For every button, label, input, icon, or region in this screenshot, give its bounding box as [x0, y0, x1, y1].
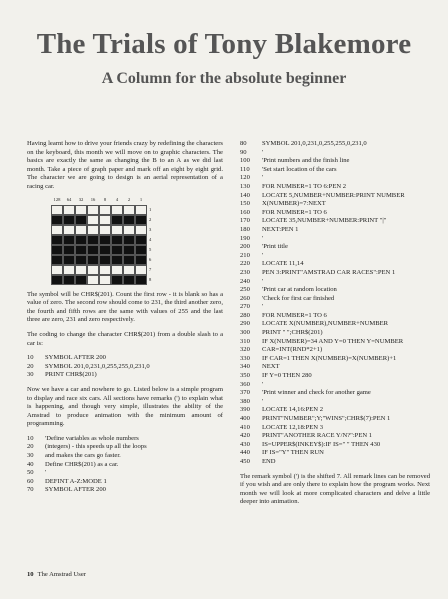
- grid-cell-empty: [51, 225, 63, 235]
- code-text: IF CAR=1 THEN X(NUMBER)=X(NUMBER)+1: [262, 354, 397, 362]
- page-subtitle: A Column for the absolute beginner: [101, 70, 347, 87]
- code-text: SYMBOL 201,0,231,0,255,255,0,231,0: [262, 140, 367, 147]
- line-number: 170: [240, 217, 250, 225]
- code-text: LOCATE 12,18:PEN 3: [262, 423, 323, 431]
- code-line: [240, 415, 430, 424]
- grid-cell-filled: [63, 275, 75, 285]
- code-text: 'Print numbers and the finish line: [262, 157, 350, 165]
- line-number: 290: [240, 320, 250, 328]
- line-number: 130: [240, 182, 250, 190]
- line-number: 340: [240, 363, 250, 371]
- grid-cell-filled: [51, 235, 63, 245]
- grid-cell-filled: [63, 215, 75, 225]
- line-number: 360: [240, 380, 250, 388]
- code-line: [27, 478, 223, 487]
- grid-cell-filled: [75, 255, 87, 265]
- code-text: PRINT CHR$(201): [45, 371, 97, 379]
- code-text: IF Y=0 THEN 280: [262, 372, 312, 380]
- line-number: 50: [27, 469, 34, 477]
- code-text: 'Print car at random location: [262, 286, 337, 294]
- grid-cell-filled: [87, 255, 99, 265]
- code-text: CAR=INT(RND*2+1): [262, 346, 323, 354]
- code-line: [240, 217, 430, 226]
- line-number: 180: [240, 225, 250, 233]
- code-listing-part2: [240, 140, 430, 467]
- line-number: 330: [240, 354, 250, 362]
- grid-cell-empty: [123, 225, 135, 235]
- code-line: [240, 381, 430, 390]
- code-text: LOCATE X(NUMBER),NUMBER+NUMBER: [262, 320, 389, 328]
- code-listing-symbol: [27, 354, 223, 380]
- line-number: 30: [27, 371, 34, 379]
- code-text: ': [262, 251, 264, 259]
- code-line: [240, 424, 430, 433]
- code-text: SYMBOL AFTER 200: [45, 486, 106, 494]
- code-line: [240, 286, 430, 295]
- line-number: 450: [240, 457, 250, 465]
- code-line: [240, 363, 430, 372]
- grid-cell-filled: [135, 215, 147, 225]
- grid-cell-filled: [135, 275, 147, 285]
- code-text: 'Set start location of the cars: [262, 165, 337, 173]
- grid-cell-empty: [87, 205, 99, 215]
- grid-cell-filled: [99, 245, 111, 255]
- code-line: [240, 157, 430, 166]
- grid-cell-filled: [135, 255, 147, 265]
- code-line: [240, 398, 430, 407]
- grid-cell-empty: [99, 215, 111, 225]
- code-text: ': [262, 303, 264, 311]
- code-line: [240, 260, 430, 269]
- line-number: 20: [27, 362, 34, 370]
- grid-bit-header: 128: [53, 196, 61, 202]
- grid-cell-filled: [123, 275, 135, 285]
- line-number: 260: [240, 294, 250, 302]
- code-line: [240, 269, 430, 278]
- grid-cell-empty: [63, 205, 75, 215]
- code-listing-part1: [27, 435, 223, 495]
- grid-cell-empty: [87, 265, 99, 275]
- code-text: PEN 3:PRINT"AMSTRAD CAR RACES":PEN 1: [262, 268, 396, 276]
- line-number: 220: [240, 260, 250, 268]
- page-number: 10: [27, 571, 34, 578]
- grid-cell-filled: [51, 275, 63, 285]
- grid-row-number: 5: [149, 246, 152, 252]
- code-text: ': [262, 148, 264, 156]
- grid-row-number: 2: [149, 216, 152, 222]
- page-title: The Trials of Tony Blakemore: [36, 28, 412, 60]
- grid-cell-empty: [123, 265, 135, 275]
- grid-bit-header: 8: [103, 196, 107, 202]
- grid-cell-empty: [135, 225, 147, 235]
- grid-cell-filled: [75, 215, 87, 225]
- code-text: Define CHR$(201) as a car.: [45, 460, 119, 468]
- code-text: ': [262, 234, 264, 242]
- grid-row-number: 8: [149, 276, 152, 282]
- code-text: and makes the cars go faster.: [45, 452, 121, 460]
- grid-cell-filled: [123, 235, 135, 245]
- line-number: 190: [240, 234, 250, 242]
- line-number: 240: [240, 277, 250, 285]
- grid-cell-empty: [99, 225, 111, 235]
- code-line: [27, 469, 223, 478]
- grid-cell-empty: [111, 265, 123, 275]
- grid-cell-filled: [123, 255, 135, 265]
- line-number: 420: [240, 432, 250, 440]
- grid-cell-filled: [75, 235, 87, 245]
- remark-paragraph: The remark symbol (') is the shifted 7. All remark lines can be removed if you wish and are only there to explain how the program works. Next month we will look at more complicated characters and delve a little deeper into animation.: [240, 472, 430, 506]
- grid-cell-filled: [87, 245, 99, 255]
- grid-bit-header: 64: [66, 196, 72, 202]
- code-line: [240, 166, 430, 175]
- symbol-paragraph: The symbol will be CHR$(201). Count the first row - it is blank so has a value of zero. The second row should come to 231, the third another zero, the fourth and fifth rows are the same with values of 255 and the last three are zero, 231 and zero respectively.: [27, 290, 223, 324]
- code-text: PRINT"NUMBER";Y;"WINS";CHR$(7):PEN 1: [262, 415, 391, 422]
- grid-cell-filled: [111, 235, 123, 245]
- line-number: 370: [240, 389, 250, 397]
- intro-paragraph: Having learnt how to drive your friends crazy by redefining the characters on the keyboard, this month we will move on to graphic characters. The basics are exactly the same as changing the B to an A as we did last month. Take a piece of graph paper and mark off an eight by eight grid. The character we are going to design is an aerial representation of a racing car.: [27, 140, 223, 190]
- grid-cell-empty: [87, 225, 99, 235]
- line-number: 10: [27, 434, 34, 442]
- code-text: ': [262, 397, 264, 405]
- code-text: 'Check for first car finished: [262, 294, 335, 302]
- grid-cell-empty: [135, 205, 147, 215]
- code-line: [27, 371, 223, 380]
- code-line: [240, 192, 430, 201]
- code-line: [240, 329, 430, 338]
- line-number: 10: [27, 354, 34, 362]
- line-number: 110: [240, 165, 250, 173]
- code-line: [27, 363, 223, 372]
- line-number: 230: [240, 268, 250, 276]
- code-line: [27, 443, 223, 452]
- code-text: IF X(NUMBER)=34 AND Y=0 THEN Y=NUMBER: [262, 337, 404, 345]
- code-line: [240, 183, 430, 192]
- grid-row-number: 7: [149, 266, 152, 272]
- code-line: [27, 452, 223, 461]
- code-text: (integers) - this speeds up all the loops: [45, 443, 147, 451]
- code-text: PRINT " ";CHR$(201): [262, 329, 323, 337]
- grid-row-number: 3: [149, 226, 152, 232]
- program-paragraph: Now we have a car and nowhere to go. Listed below is a simple program to display and race six cars. All sections have remarks (') to explain what is happening, and though very simple, illustrates the ability of the Amstrad to produce animation with the minimum amount of programming.: [27, 385, 223, 428]
- grid-cell-filled: [51, 245, 63, 255]
- grid-cell-empty: [111, 205, 123, 215]
- code-line: [240, 432, 430, 441]
- line-number: 120: [240, 174, 250, 182]
- code-line: [240, 346, 430, 355]
- code-line: [240, 200, 430, 209]
- code-text: END: [262, 457, 276, 465]
- code-line: [240, 140, 430, 149]
- grid-cell-empty: [135, 265, 147, 275]
- line-number: 80: [240, 140, 247, 147]
- grid-cell-filled: [111, 275, 123, 285]
- code-line: [240, 243, 430, 252]
- line-number: 20: [27, 443, 34, 451]
- character-grid: [51, 205, 223, 285]
- line-number: 250: [240, 286, 250, 294]
- line-number: 280: [240, 311, 250, 319]
- line-number: 70: [27, 486, 34, 494]
- code-line: [240, 389, 430, 398]
- code-text: ': [262, 380, 264, 388]
- line-number: 40: [27, 460, 34, 468]
- line-number: 90: [240, 148, 247, 156]
- grid-row-number: 6: [149, 256, 152, 262]
- grid-cell-filled: [111, 215, 123, 225]
- grid-cell-empty: [51, 265, 63, 275]
- line-number: 430: [240, 440, 250, 448]
- grid-cell-empty: [87, 215, 99, 225]
- code-line: [240, 303, 430, 312]
- line-number: 140: [240, 191, 250, 199]
- code-text: SYMBOL AFTER 200: [45, 354, 106, 362]
- grid-cell-empty: [75, 225, 87, 235]
- code-line: [240, 226, 430, 235]
- grid-cell-filled: [51, 255, 63, 265]
- coding-paragraph: The coding to change the character CHR$(201) from a double slash to a car is:: [27, 330, 223, 347]
- grid-cell-filled: [135, 245, 147, 255]
- grid-cell-filled: [87, 235, 99, 245]
- code-line: [240, 252, 430, 261]
- grid-cell-filled: [63, 255, 75, 265]
- grid-bit-header: 2: [127, 196, 131, 202]
- code-line: [240, 278, 430, 287]
- grid-cell-empty: [99, 205, 111, 215]
- grid-cell-empty: [99, 275, 111, 285]
- code-text: FOR NUMBER=1 TO 6: [262, 311, 327, 319]
- code-text: DEFINT A-Z:MODE 1: [45, 477, 107, 485]
- line-number: 310: [240, 337, 250, 345]
- code-text: LOCATE 11,14: [262, 260, 304, 268]
- code-line: [240, 295, 430, 304]
- line-number: 410: [240, 423, 250, 431]
- line-number: 390: [240, 406, 250, 414]
- line-number: 270: [240, 303, 250, 311]
- grid-cell-filled: [111, 255, 123, 265]
- code-text: IS=UPPER$(INKEY$):IF IS=" " THEN 430: [262, 440, 381, 448]
- grid-bit-header: 32: [78, 196, 84, 202]
- line-number: 300: [240, 329, 250, 337]
- grid-cell-filled: [111, 245, 123, 255]
- code-line: [27, 486, 223, 495]
- grid-cell-filled: [75, 275, 87, 285]
- line-number: 440: [240, 449, 250, 457]
- grid-cell-empty: [51, 205, 63, 215]
- code-text: ': [45, 469, 47, 477]
- code-line: [240, 209, 430, 218]
- line-number: 350: [240, 372, 250, 380]
- grid-cell-filled: [123, 215, 135, 225]
- grid-cell-filled: [51, 215, 63, 225]
- code-line: [240, 235, 430, 244]
- code-line: [240, 406, 430, 415]
- code-line: [240, 355, 430, 364]
- code-line: [240, 372, 430, 381]
- grid-cell-filled: [63, 235, 75, 245]
- code-line: [27, 354, 223, 363]
- code-text: SYMBOL 201,0,231,0,255,255,0,231,0: [45, 362, 150, 370]
- code-text: LOCATE 5,NUMBER+NUMBER:PRINT NUMBER: [262, 191, 405, 199]
- code-text: LOCATE 14,16:PEN 2: [262, 406, 323, 414]
- line-number: 200: [240, 243, 250, 251]
- code-line: [27, 461, 223, 470]
- left-column: [27, 140, 223, 501]
- grid-cell-filled: [135, 235, 147, 245]
- grid-bit-header: 16: [90, 196, 96, 202]
- grid-bit-header: 4: [115, 196, 119, 202]
- grid-cell-empty: [63, 225, 75, 235]
- code-line: [240, 441, 430, 450]
- grid-cell-filled: [75, 245, 87, 255]
- grid-cell-empty: [63, 265, 75, 275]
- grid-cell-empty: [87, 275, 99, 285]
- grid-cell-filled: [99, 235, 111, 245]
- grid-cell-empty: [75, 265, 87, 275]
- code-text: X(NUMBER)=7:NEXT: [262, 200, 326, 208]
- line-number: 320: [240, 346, 250, 354]
- grid-bit-header: 1: [139, 196, 143, 202]
- code-line: [240, 149, 430, 158]
- code-line: [240, 312, 430, 321]
- code-line: [27, 435, 223, 444]
- page-footer: [27, 571, 86, 578]
- grid-cell-filled: [99, 255, 111, 265]
- code-line: [240, 449, 430, 458]
- code-line: [240, 320, 430, 329]
- line-number: 60: [27, 477, 34, 485]
- code-text: FOR NUMBER=1 TO 6: [262, 208, 327, 216]
- right-column: [240, 140, 430, 513]
- code-text: FOR NUMBER=1 TO 6:PEN 2: [262, 182, 347, 190]
- grid-cell-empty: [75, 205, 87, 215]
- code-text: ': [262, 277, 264, 285]
- line-number: 150: [240, 200, 250, 208]
- code-text: NEXT:PEN 1: [262, 225, 299, 233]
- code-text: 'Print title: [262, 243, 288, 251]
- line-number: 210: [240, 251, 250, 259]
- publication-name: The Amstrad User: [37, 571, 86, 578]
- code-text: PRINT"ANOTHER RACE Y/N?":PEN 1: [262, 432, 373, 440]
- line-number: 160: [240, 208, 250, 216]
- grid-row-number: 1: [149, 206, 152, 212]
- line-number: 30: [27, 452, 34, 460]
- code-text: ': [262, 174, 264, 182]
- grid-cell-empty: [123, 205, 135, 215]
- line-number: 400: [240, 415, 250, 422]
- code-text: 'Define variables as whole numbers: [45, 434, 139, 442]
- grid-cell-filled: [63, 245, 75, 255]
- code-text: LOCATE 35,NUMBER+NUMBER:PRINT "|": [262, 217, 387, 225]
- code-text: NEXT: [262, 363, 280, 371]
- grid-row-number: 4: [149, 236, 152, 242]
- grid-bit-headers: [51, 198, 223, 205]
- code-text: 'Print winner and check for another game: [262, 389, 371, 397]
- line-number: 380: [240, 397, 250, 405]
- code-text: IF IS="Y" THEN RUN: [262, 449, 324, 457]
- code-line: [240, 458, 430, 467]
- code-line: [240, 338, 430, 347]
- grid-cell-filled: [123, 245, 135, 255]
- grid-cell-empty: [99, 265, 111, 275]
- line-number: 100: [240, 157, 250, 165]
- grid-cell-empty: [111, 225, 123, 235]
- code-line: [240, 174, 430, 183]
- character-grid-figure: [51, 198, 223, 285]
